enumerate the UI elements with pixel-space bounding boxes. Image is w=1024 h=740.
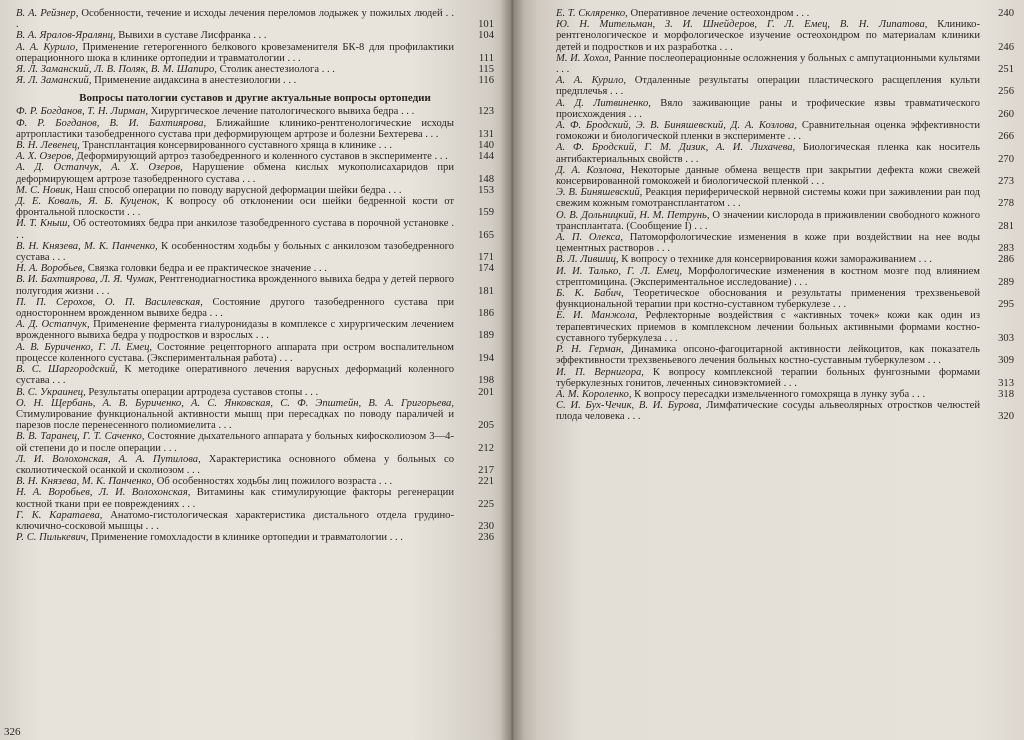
entry-authors: И. П. Вернигора,	[556, 366, 644, 378]
toc-entry: В. Н. Князева, М. К. Панченко, Об особенностях ходьбы лиц пожилого возраста . . . 221	[16, 476, 494, 488]
entry-authors: И. И. Талько, Г. Л. Емец,	[556, 265, 683, 277]
entry-title: К вопросу об отклонении оси шейки бедренной кости от фронтальной плоскости	[16, 196, 454, 219]
entry-title: Применение гетерогенного белкового кровезаменителя БК-8 для профилактики операционного шока в клинике ортопедии и травматологии	[16, 41, 454, 64]
entry-title: Реакция периферической нервной системы кожи при заживлении ран под свежим кожным гомотрансплантатом	[556, 187, 980, 210]
toc-entry: В. Н. Левенец, Трансплантация консервированного суставного хряща в клинике . . . 140	[16, 140, 494, 152]
entry-page-number: 313	[998, 377, 1014, 389]
toc-entry: А. Х. Озеров, Деформирующий артроз тазобедренного и коленного суставов в эксперименте . . . 144	[16, 151, 494, 163]
toc-entry: В. С. Шаргородский, К методике оперативного лечения варусных деформаций коленного сустава . . . 198	[16, 364, 494, 387]
entry-page-number: 230	[478, 520, 494, 532]
toc-entry: О. В. Дольницкий, Н. М. Петрунь, О значении кислорода в приживлении свободного кожного трансплантата. (Сообщение I) . . . 281	[556, 209, 1014, 232]
toc-entry: И. Т. Кныш, Об остеотомиях бедра при анкилозе тазобедренного сустава в порочной установке . . . 165	[16, 218, 494, 241]
entry-page-number: 194	[478, 352, 494, 364]
toc-entry: А. Ф. Бродский, Г. М. Дизик, А. И. Лихачева, Биологическая пленка как носитель антибактериальных свойств . . . 270	[556, 142, 1014, 165]
toc-entry: В. В. Таранец, Г. Т. Саченко, Состояние дыхательного аппарата у больных кифосколиозом 3—4-ой степени до и после операции . . . 212	[16, 431, 494, 454]
entry-page-number: 123	[478, 106, 494, 118]
toc-entry: Е. Т. Скляренко, Оперативное лечение остеохондром . . . 240	[556, 8, 1014, 19]
entry-page-number: 212	[478, 442, 494, 454]
toc-entry: М. И. Хохол, Ранние послеоперационные осложнения у больных с ампутационными культями . . . 251	[556, 52, 1014, 76]
entry-authors: А. М. Короленко,	[556, 388, 632, 400]
entry-authors: А. Д. Литвиненко,	[556, 97, 651, 109]
entry-page-number: 273	[998, 176, 1014, 188]
entry-title: К вопросу комплексной терапии больных фунгозными формами туберкулезных гонитов, леченных синовэктомией	[556, 366, 981, 389]
entry-page-number: 240	[998, 8, 1014, 19]
entry-authors: Н. А. Воробьев,	[16, 263, 86, 275]
entry-page-number: 283	[998, 243, 1014, 255]
entry-page-number: 181	[478, 285, 494, 297]
entry-title: Особенности, течение и исходы лечения переломов лодыжек у пожилых людей	[81, 8, 443, 19]
entry-title: К вопросу о технике для консервирования кожи замораживанием	[621, 254, 916, 266]
entry-page-number: 251	[998, 64, 1014, 76]
entry-page-number: 225	[478, 498, 494, 510]
entry-title: Морфологические изменения в костном мозге под влиянием стрептомицина. (Экспериментальное исследование)	[556, 265, 980, 288]
page-number: 326	[4, 726, 21, 738]
entry-title: Применение аидаксина в анестезиологии	[94, 75, 281, 87]
entry-authors: М. С. Новик,	[16, 184, 73, 196]
entry-page-number: 266	[998, 131, 1014, 143]
entry-title: Некоторые данные обмена веществ при закрытии дефекта кожи свежей консервированной гомокожей и биологической пленкой	[556, 164, 980, 188]
entry-authors: Д. А. Козлова,	[556, 164, 625, 176]
entry-page-number: 186	[478, 308, 494, 320]
toc-entry: Р. Н. Герман, Динамика опсоно-фагоцитарной активности лейкоцитов, как показатель эффективности трехзвеньевого лечения больных костно-суставным туберкулезом . . . 309	[556, 344, 1014, 367]
entry-title: Связка головки бедра и ее практическое значение	[87, 263, 312, 275]
entry-page-number: 189	[478, 330, 494, 342]
entry-authors: Г. К. Каратаева,	[16, 509, 103, 521]
toc-entry: Р. С. Пилькевич, Применение гомохладости в клинике ортопедии и травматологии . . . 236	[16, 532, 494, 544]
entry-title: Состояние другого тазобедренного сустава при одностороннем врожденном вывихе бедра	[16, 296, 454, 320]
entry-authors: А. Ф. Бродский, Г. М. Дизик, А. И. Лихачева,	[556, 142, 796, 154]
entry-page-number: 318	[998, 388, 1014, 400]
toc-entry: Ю. Н. Мительман, З. И. Шнейдеров, Г. Л. Емец, В. Н. Липатова, Клинико-рентгенологическое и морфологическое изучение остеохондром по материалам клиники детей и подростков и их разработка . . . 246	[556, 19, 1014, 53]
entry-authors: Н. А. Воробьев, Л. И. Волохонская,	[16, 487, 191, 499]
entry-authors: О. В. Дольницкий, Н. М. Петрунь,	[556, 209, 710, 221]
entry-title: Хирургическое лечение патологического вывиха бедра	[150, 106, 399, 118]
entry-authors: П. П. Серохов, О. П. Василевская,	[16, 296, 203, 308]
entry-title: О значении кислорода в приживлении свободного кожного трансплантата. (Сообщение I)	[556, 209, 981, 232]
toc-entry: О. Н. Щербань, А. В. Буриченко, А. С. Янковская, С. Ф. Эпштейн, В. А. Григорьева, Стимулирование функциональной активности мышц при пересадках по поводу параличей и парезов после перенесенного полиомиелита . . . 205	[16, 397, 494, 432]
entry-authors: А. А. Курило,	[16, 41, 78, 53]
entry-page-number: 174	[478, 263, 494, 275]
entry-title: Отдаленные результаты операции пластического расщепления культи предплечья	[556, 75, 981, 98]
entry-authors: В. Н. Князева, М. К. Панченко,	[16, 240, 158, 252]
entry-title: Рентгенодиагностика врожденного вывиха бедра у детей первого полугодия жизни	[16, 274, 455, 297]
toc-entry: В. А. Рейзнер, Особенности, течение и исходы лечения переломов лодыжек у пожилых людей . . . 101	[16, 8, 494, 31]
entry-authors: Ю. Н. Мительман, З. И. Шнейдеров, Г. Л. Емец, В. Н. Липатова,	[556, 19, 928, 31]
entry-title: Нарушение обмена кислых мукополисахаридов при деформирующем артрозе тазобедренного сустава	[16, 162, 454, 185]
entry-authors: В. Л. Лившиц,	[556, 254, 619, 266]
toc-entry: И. П. Вернигора, К вопросу комплексной терапии больных фунгозными формами туберкулезных гонитов, леченных синовэктомией . . . 313	[556, 366, 1014, 389]
entry-page-number: 111	[478, 52, 494, 64]
entry-page-number: 281	[998, 220, 1014, 232]
entry-page-number: 295	[998, 299, 1014, 311]
toc-entry: Ф. Р. Богданов, В. И. Бахтиярова, Ближайшие клинико-рентгенологические исходы артропластики тазобедренного сустава при деформирующем артрозе и болезни Бехтерева . . . 131	[16, 117, 494, 140]
entry-authors: Б. К. Бабич,	[556, 288, 624, 300]
entry-title: Наш способ операции по поводу варусной деформации шейки бедра	[75, 184, 386, 196]
toc-entry: Н. А. Воробьев, Л. И. Волохонская, Витамины как стимулирующие факторы регенерации костной ткани при ее повреждениях . . . 225	[16, 487, 494, 510]
entry-title: Состояние рецепторного аппарата при остром воспалительном процессе коленного сустава. (Экспериментальная работа)	[16, 341, 454, 364]
entry-authors: Е. И. Манжола,	[556, 310, 638, 322]
entry-title: Об остеотомиях бедра при анкилозе тазобедренного сустава в порочной установке	[73, 218, 449, 230]
entry-title: К вопросу пересадки измельченного гомохряща в лунку зуба	[634, 388, 910, 400]
entry-title: Анатомо-гистологическая характеристика дистального отдела грудино-ключично-сосковой мышцы	[16, 509, 454, 532]
entry-authors: Е. Т. Скляренко,	[556, 8, 628, 19]
entry-page-number: 246	[998, 41, 1014, 53]
entry-authors: Р. Н. Герман,	[556, 344, 624, 356]
toc-entry: В. И. Бахтиярова, Л. Я. Чумак, Рентгенодиагностика врожденного вывиха бедра у детей первого полугодия жизни . . . 181	[16, 274, 494, 297]
entry-page-number: 101	[478, 19, 494, 31]
entry-title: Состояние дыхательного аппарата у больных кифосколиозом 3—4-ой степени до и после операции	[16, 431, 454, 454]
book-gutter	[500, 0, 524, 740]
entry-title: Столик анестезиолога	[219, 64, 320, 76]
entry-page-number: 217	[478, 464, 494, 476]
entry-authors: Я. Л. Заманский, Л. В. Поляк, В. М. Шапиро,	[16, 64, 217, 76]
entry-title: Теоретическое обоснования и результаты применения трехзвеньевой функциональной терапии при костно-суставном туберкулезе	[556, 288, 980, 311]
entry-authors: Я. Л. Заманский,	[16, 75, 92, 87]
entry-authors: С. И. Бух-Чечик, В. И. Бурова,	[556, 400, 702, 412]
entry-page-number: 270	[998, 153, 1014, 165]
entry-authors: А. Х. Озеров,	[16, 151, 74, 163]
entry-title: Вяло заживающие раны и трофические язвы травматического происхождения	[556, 97, 980, 120]
toc-entry: Е. И. Манжола, Рефлекторные воздействия с «активных точек» кожи как один из терапевтических приемов в комплексном лечении больных активными формами костно-суставного туберкулеза . . . 303	[556, 310, 1014, 344]
entry-page-number: 104	[478, 30, 494, 42]
toc-entry: В. Л. Лившиц, К вопросу о технике для консервирования кожи замораживанием . . . 286	[556, 254, 1014, 266]
entry-title: Биологическая пленка как носитель антибактериальных свойств	[556, 142, 980, 165]
entry-authors: В. Н. Князева, М. К. Панченко,	[16, 476, 155, 488]
entry-page-number: 236	[478, 532, 494, 544]
toc-entry: А. Д. Остапчук, Применение фермента гиалуронидазы в комплексе с хирургическим лечением врожденного вывиха бедра у подростков и взрослых . . . 189	[16, 319, 494, 342]
left-entries-top	[16, 8, 494, 86]
section-heading: Вопросы патологии суставов и другие актуальные вопросы ортопедии	[79, 92, 431, 105]
entry-page-number: 171	[478, 252, 494, 264]
entry-page-number: 148	[478, 173, 494, 185]
entry-authors: Д. Е. Коваль, Я. Б. Куценок,	[16, 196, 160, 208]
entry-authors: М. И. Хохол,	[556, 52, 612, 64]
toc-entry: А. Д. Литвиненко, Вяло заживающие раны и трофические язвы травматического происхождения . . . 260	[556, 97, 1014, 120]
entry-title: Вывихи в суставе Лисфранка	[118, 30, 251, 42]
entry-authors: Р. С. Пилькевич,	[16, 532, 89, 544]
entry-title: Характеристика основного обмена у больных со сколиотической осанкой и сколиозом	[16, 453, 454, 476]
entry-title: Применение гомохладости в клинике ортопедии и травматологии	[91, 532, 388, 544]
entry-page-number: 153	[478, 184, 494, 196]
entry-authors: В. И. Бахтиярова, Л. Я. Чумак,	[16, 274, 157, 286]
entry-page-number: 116	[478, 75, 494, 87]
entry-page-number: 201	[478, 386, 494, 398]
entry-authors: О. Н. Щербань, А. В. Буриченко, А. С. Янковская, С. Ф. Эпштейн, В. А. Григорьева,	[16, 397, 454, 409]
toc-entry: Н. А. Воробьев, Связка головки бедра и ее практическое значение . . . 174	[16, 263, 494, 275]
toc-entry: Г. К. Каратаева, Анатомо-гистологическая характеристика дистального отдела грудино-ключично-сосковой мышцы . . . 230	[16, 509, 494, 532]
entry-authors: А. Ф. Бродский, Э. В. Биняшевский, Д. А. Козлова,	[556, 120, 797, 132]
toc-entry: М. С. Новик, Наш способ операции по поводу варусной деформации шейки бедра . . . 153	[16, 184, 494, 196]
toc-entry: Д. Е. Коваль, Я. Б. Куценок, К вопросу об отклонении оси шейки бедренной кости от фронтальной плоскости . . . 159	[16, 196, 494, 219]
toc-entry: И. И. Талько, Г. Л. Емец, Морфологические изменения в костном мозге под влиянием стрептомицина. (Экспериментальное исследование) . . . 289	[556, 265, 1014, 288]
entry-page-number: 221	[478, 476, 494, 488]
entry-page-number: 256	[998, 86, 1014, 98]
entry-title: Лимфатические сосуды альвеолярных отростков челюстей плода человека	[556, 400, 980, 423]
entry-title: Витамины как стимулирующие факторы регенерации костной ткани при ее повреждениях	[16, 487, 454, 510]
entry-title: Трансплантация консервированного суставного хряща в клинике	[82, 140, 377, 152]
entry-title: Сравнительная оценка эффективности гомокожи и биологической пленки в эксперименте	[556, 120, 980, 143]
entry-authors: В. С. Шаргородский,	[16, 364, 118, 376]
entry-authors: А. П. Олекса,	[556, 232, 624, 244]
entry-authors: В. А. Яралов-Яралянц,	[16, 30, 116, 42]
entry-page-number: 320	[998, 411, 1014, 423]
entry-title: К методике оперативного лечения варусных деформаций коленного сустава	[16, 364, 454, 387]
entry-title: Патоморфологические изменения в коже при воздействии на нее воды цементных растворов	[556, 232, 980, 255]
entry-title: Ранние послеоперационные осложнения у больных с ампутационными культями	[613, 52, 980, 64]
right-page	[512, 0, 1024, 740]
entry-title: Деформирующий артроз тазобедренного и коленного суставов в эксперименте	[76, 151, 432, 163]
entry-authors: В. В. Таранец, Г. Т. Саченко,	[16, 431, 145, 443]
entry-page-number: 303	[998, 332, 1014, 344]
left-entries	[16, 106, 494, 543]
entry-page-number: 198	[478, 375, 494, 387]
entry-authors: Э. В. Биняшевский,	[556, 187, 643, 199]
entry-page-number: 131	[478, 128, 494, 140]
entry-title: Применение фермента гиалуронидазы в комплексе с хирургическим лечением врожденного вывиха бедра у подростков и взрослых	[16, 319, 454, 342]
entry-title: Ближайшие клинико-рентгенологические исходы артропластики тазобедренного сустава при деформирующем артрозе и болезни Бехтерева	[16, 117, 454, 140]
toc-entry: А. Д. Остапчук, А. Х. Озеров, Нарушение обмена кислых мукополисахаридов при деформирующем артрозе тазобедренного сустава . . . 148	[16, 162, 494, 185]
entry-title: Клинико-рентгенологическое и морфологическое изучение остеохондром по материалам клиники детей и подростков и их разработка	[556, 19, 980, 53]
entry-page-number: 309	[998, 355, 1014, 367]
toc-entry: Д. А. Козлова, Некоторые данные обмена веществ при закрытии дефекта кожи свежей консервированной гомокожей и биологической пленкой . . . 273	[556, 164, 1014, 188]
entry-authors: А. В. Буриченко, Г. Л. Емец,	[16, 341, 153, 353]
entry-page-number: 286	[998, 254, 1014, 266]
entry-page-number: 165	[478, 229, 494, 241]
entry-page-number: 278	[998, 198, 1014, 210]
entry-page-number: 205	[478, 420, 494, 432]
toc-entry: С. И. Бух-Чечик, В. И. Бурова, Лимфатические сосуды альвеолярных отростков челюстей плода человека . . . 320	[556, 400, 1014, 423]
entry-page-number: 140	[478, 140, 494, 152]
entry-authors: В. Н. Левенец,	[16, 140, 80, 152]
entry-title: Результаты операции артродеза суставов стопы	[88, 386, 303, 398]
toc-entry: А. В. Буриченко, Г. Л. Емец, Состояние рецепторного аппарата при остром воспалительном процессе коленного сустава. (Экспериментальная работа) . . . 194	[16, 341, 494, 364]
entry-authors: А. А. Курило,	[556, 75, 627, 87]
entry-page-number: 260	[998, 108, 1014, 120]
toc-entry: А. Ф. Бродский, Э. В. Биняшевский, Д. А. Козлова, Сравнительная оценка эффективности гомокожи и биологической пленки в эксперименте . . . 266	[556, 120, 1014, 143]
entry-page-number: 115	[478, 64, 494, 76]
toc-entry: А. М. Короленко, К вопросу пересадки измельченного гомохряща в лунку зуба . . . 318	[556, 388, 1014, 400]
entry-title: К особенностям ходьбы у больных с анкилозом тазобедренного сустава	[16, 240, 454, 264]
entry-authors: А. Д. Остапчук,	[16, 319, 90, 331]
toc-entry: Б. К. Бабич, Теоретическое обоснования и результаты применения трехзвеньевой функциональной терапии при костно-суставном туберкулезе . . . 295	[556, 288, 1014, 311]
toc-entry: В. А. Яралов-Яралянц, Вывихи в суставе Лисфранка . . . 104	[16, 30, 494, 42]
entry-title: Оперативное лечение остеохондром	[630, 8, 794, 19]
toc-entry: Э. В. Биняшевский, Реакция периферической нервной системы кожи при заживлении ран под свежим кожным гомотрансплантатом . . . 278	[556, 187, 1014, 210]
toc-entry: В. Н. Князева, М. К. Панченко, К особенностям ходьбы у больных с анкилозом тазобедренного сустава . . . 171	[16, 240, 494, 264]
toc-entry: А. П. Олекса, Патоморфологические изменения в коже при воздействии на нее воды цементных растворов . . . 283	[556, 232, 1014, 255]
entry-authors: Ф. Р. Богданов, Т. Н. Лирман,	[16, 106, 148, 118]
entry-authors: Ф. Р. Богданов, В. И. Бахтиярова,	[16, 117, 207, 129]
toc-entry: Я. Л. Заманский, Л. В. Поляк, В. М. Шапиро, Столик анестезиолога . . . 115	[16, 64, 494, 76]
toc-entry: А. А. Курило, Отдаленные результаты операции пластического расщепления культи предплечья . . . 256	[556, 75, 1014, 98]
toc-entry: Я. Л. Заманский, Применение аидаксина в анестезиологии . . . 116	[16, 75, 494, 87]
right-entries	[556, 8, 1014, 423]
toc-entry: П. П. Серохов, О. П. Василевская, Состояние другого тазобедренного сустава при одностороннем врожденном вывихе бедра . . . 186	[16, 296, 494, 320]
toc-entry: Л. И. Волохонская, А. А. Путилова, Характеристика основного обмена у больных со сколиотической осанкой и сколиозом . . . 217	[16, 453, 494, 476]
entry-title: Динамика опсоно-фагоцитарной активности лейкоцитов, как показатель эффективности трехзвеньевого лечения больных костно-суставным туберкулезом	[556, 344, 980, 367]
entry-title: Рефлекторные воздействия с «активных точек» кожи как один из терапевтических приемов в комплексном лечении больных активными формами костно-суставного туберкулеза	[556, 310, 980, 344]
entry-authors: В. А. Рейзнер,	[16, 8, 79, 19]
entry-page-number: 144	[478, 151, 494, 163]
entry-title: Стимулирование функциональной активности мышц при пересадках по поводу параличей и парезов после перенесенного полиомиелита	[16, 408, 454, 432]
entry-authors: В. С. Украинец,	[16, 386, 86, 398]
toc-entry: В. С. Украинец, Результаты операции артродеза суставов стопы . . . 201	[16, 386, 494, 398]
entry-authors: А. Д. Остапчук, А. Х. Озеров,	[16, 162, 183, 174]
entry-authors: Л. И. Волохонская, А. А. Путилова,	[16, 453, 201, 465]
entry-page-number: 289	[998, 276, 1014, 288]
toc-entry: А. А. Курило, Применение гетерогенного белкового кровезаменителя БК-8 для профилактики операционного шока в клинике ортопедии и травматологии . . . 111	[16, 41, 494, 64]
entry-authors: И. Т. Кныш,	[16, 218, 71, 230]
entry-title: Об особенностях ходьбы лиц пожилого возраста	[156, 476, 377, 488]
toc-entry: Ф. Р. Богданов, Т. Н. Лирман, Хирургическое лечение патологического вывиха бедра . . . 123	[16, 106, 494, 118]
entry-page-number: 159	[478, 207, 494, 219]
